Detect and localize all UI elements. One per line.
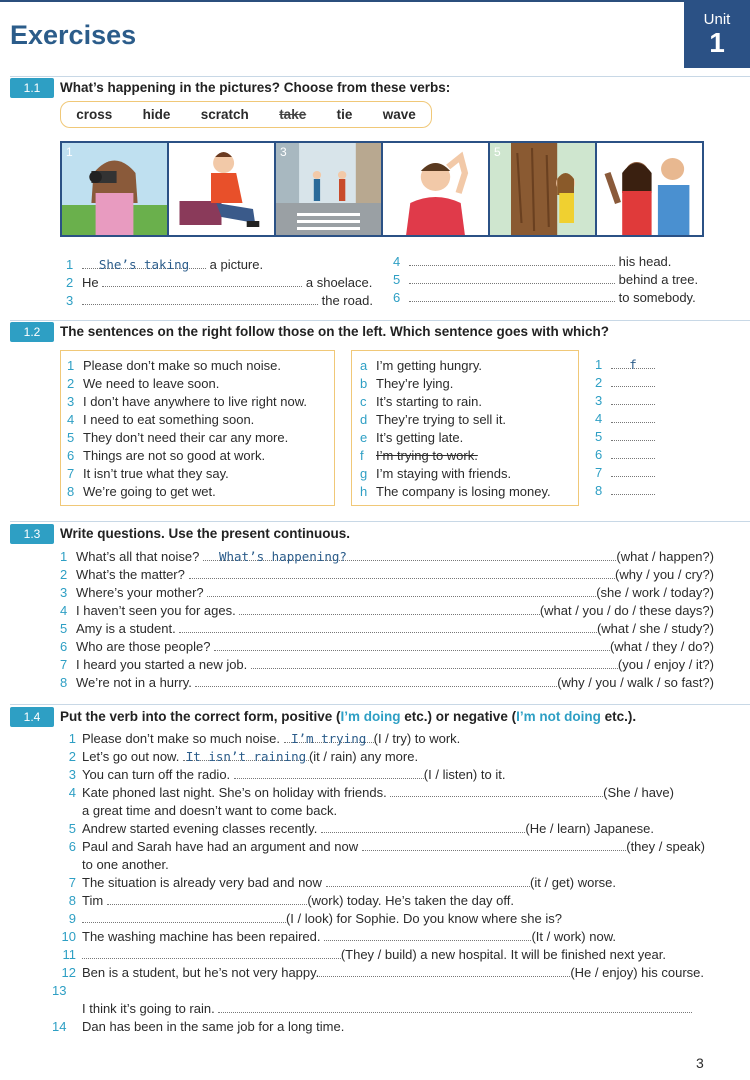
verb: hide xyxy=(142,107,171,122)
answer-line[interactable] xyxy=(107,892,308,905)
answer-line[interactable] xyxy=(390,784,603,797)
question-row: 7 I heard you started a new job. (you / enjoy / it?) xyxy=(60,657,714,672)
sentence-row: 2 He a shoelace. xyxy=(66,275,373,290)
question-row: 5 Amy is a student. (what / she / study?) xyxy=(60,621,714,636)
verb-row: 5 Andrew started evening classes recently. (He / learn) Japanese. xyxy=(68,821,654,836)
answer-line[interactable] xyxy=(319,964,570,977)
exercise-heading: What’s happening in the pictures? Choose from these verbs: xyxy=(60,80,451,95)
verb: scratch xyxy=(200,107,249,122)
verb-crossed-out: take xyxy=(279,107,307,122)
answer-line[interactable] xyxy=(214,638,610,651)
answer-line[interactable] xyxy=(611,446,655,459)
verb: tie xyxy=(336,107,353,122)
answer-line[interactable] xyxy=(324,928,531,941)
picture-man-shoelace xyxy=(169,143,274,235)
picture-number: 2 xyxy=(173,145,180,159)
sentence-row: 4 his head. xyxy=(393,254,672,269)
verb-row-continued: a great time and doesn’t want to come back. xyxy=(82,803,338,818)
verb-row-continued: to one another. xyxy=(82,857,169,872)
divider xyxy=(10,76,750,77)
answer-line[interactable] xyxy=(326,874,530,887)
verb-row: 11 (They / build) a new hospital. It will be finished next year. xyxy=(62,947,666,962)
exercise-heading: Write questions. Use the present continuous. xyxy=(60,526,351,541)
question-row: 2 What’s the matter? (why / you / cry?) xyxy=(60,567,714,582)
verb-row: 3 You can turn off the radio. (I / listen) to it. xyxy=(68,767,506,782)
verb-row: 8 Tim (work) today. He’s taken the day off. xyxy=(68,893,514,908)
answer-line[interactable] xyxy=(409,253,615,266)
verb-row: 1 Please don’t make so much noise. I’m trying (I / try) to work. xyxy=(68,731,461,746)
exercise-label: 1.2 xyxy=(10,322,54,342)
verb-row: 6 Paul and Sarah have had an argument and now (they / speak) xyxy=(68,839,705,854)
answer-line[interactable]: She’s taking xyxy=(82,256,206,269)
picture-crossing-road xyxy=(276,143,381,235)
answer-line[interactable]: It isn’t raining xyxy=(183,748,309,761)
exercise-heading: Put the verb into the correct form, positive (I’m doing etc.) or negative (I’m not doing etc.). xyxy=(60,709,637,724)
answer-line[interactable] xyxy=(611,410,655,423)
exercise-heading: The sentences on the right follow those on the left. Which sentence goes with which? xyxy=(60,324,610,339)
question-row: 4 I haven’t seen you for ages. (what / you / do / these days?) xyxy=(60,603,714,618)
picture-number: 6 xyxy=(601,145,608,159)
question-row: 8 We’re not in a hurry. (why / you / walk / so fast?) xyxy=(60,675,714,690)
left-sentences-box: 1 Please don’t make so much noise. 2 We need to leave soon. 3 I don’t have anywhere to live right now. 4 I need to eat something soon. 5 They don’t need their car any more. 6 Things are not so good at work. 7 It isn’t true what they say. 8 We’re going to get wet. xyxy=(60,350,335,506)
answer-line[interactable] xyxy=(195,674,557,687)
answer-line[interactable] xyxy=(239,602,540,615)
picture-strip xyxy=(60,141,704,237)
answer-line[interactable] xyxy=(234,766,424,779)
answer-line[interactable] xyxy=(189,566,616,579)
verb-row-continued: 13 xyxy=(52,983,67,998)
question-row: 3 Where’s your mother? (she / work / today?) xyxy=(60,585,714,600)
question-row: 6 Who are those people? (what / they / do?) xyxy=(60,639,714,654)
verb-row: 12 Ben is a student, but he’s not very happy. (He / enjoy) his course. xyxy=(61,965,704,980)
answer-line[interactable] xyxy=(362,838,627,851)
verb: cross xyxy=(76,107,113,122)
sentence-row: 1 She’s taking a picture. xyxy=(66,257,264,272)
verb-box xyxy=(60,101,432,128)
answer-line[interactable] xyxy=(611,464,655,477)
answer-line[interactable] xyxy=(82,910,286,923)
answer-line[interactable] xyxy=(218,1000,692,1013)
answer-line[interactable] xyxy=(409,271,615,284)
picture-woman-camera xyxy=(62,143,167,235)
right-sentences-box: a I’m getting hungry. b They’re lying. c It’s starting to rain. d They’re trying to sell it. e It’s getting late. f I’m trying to work. g I’m staying with friends. h The company is losing money. xyxy=(351,350,579,506)
unit-number: 1 xyxy=(709,27,725,58)
question-row: 1 What’s all that noise? What’s happening? (what / happen?) xyxy=(60,549,714,564)
verb-row: 10 The washing machine has been repaired. (It / work) now. xyxy=(61,929,616,944)
unit-word: Unit xyxy=(703,11,731,28)
verb-row: 2 Let’s go out now. It isn’t raining (it / rain) any more. xyxy=(68,749,419,764)
answer-line[interactable] xyxy=(321,820,525,833)
answer-line[interactable] xyxy=(611,392,655,405)
crossed-out-sentence: I’m trying to work. xyxy=(376,448,478,463)
exercise-label: 1.4 xyxy=(10,707,54,727)
page-title: Exercises xyxy=(10,20,137,50)
answer-line[interactable] xyxy=(611,428,655,441)
page-number: 3 xyxy=(696,1055,704,1071)
picture-girl-behind-tree xyxy=(490,143,595,235)
answer-line[interactable] xyxy=(611,482,655,495)
exercise-label: 1.1 xyxy=(10,78,54,98)
exercise-label: 1.3 xyxy=(10,524,54,544)
answer-line[interactable] xyxy=(82,292,318,305)
verb-row: 9 (I / look) for Sophie. Do you know where she is? xyxy=(68,911,562,926)
verb: wave xyxy=(382,107,416,122)
picture-man-scratching-head xyxy=(383,143,488,235)
picture-waving xyxy=(597,143,702,235)
unit-badge xyxy=(684,0,750,68)
answer-line[interactable] xyxy=(251,656,618,669)
verb-row-continued: 14 Dan has been in the same job for a long time. xyxy=(52,1019,345,1034)
answer-line[interactable]: I’m trying xyxy=(284,730,374,743)
sentence-row: 6 to somebody. xyxy=(393,290,696,305)
sentence-row: 3 the road. xyxy=(66,293,373,308)
verb-row: 4 Kate phoned last night. She’s on holiday with friends. (She / have) xyxy=(68,785,674,800)
picture-number: 1 xyxy=(66,145,73,159)
divider xyxy=(10,704,750,705)
divider xyxy=(10,320,750,321)
verb-row: 7 The situation is already very bad and now (it / get) worse. xyxy=(68,875,616,890)
answer-line[interactable] xyxy=(207,584,596,597)
picture-number: 5 xyxy=(494,145,501,159)
answer-line[interactable]: f xyxy=(611,356,655,369)
divider xyxy=(10,521,750,522)
answer-line[interactable] xyxy=(179,620,597,633)
answer-line[interactable] xyxy=(82,946,341,959)
answer-line[interactable] xyxy=(611,374,655,387)
picture-number: 4 xyxy=(387,145,394,159)
picture-number: 3 xyxy=(280,145,287,159)
verb-row: I think it’s going to rain. xyxy=(52,1000,692,1018)
top-rule xyxy=(0,0,750,2)
answer-line[interactable] xyxy=(102,274,302,287)
answer-line[interactable] xyxy=(409,289,615,302)
answer-line[interactable]: What’s happening? xyxy=(203,548,616,561)
sentence-row: 5 behind a tree. xyxy=(393,272,699,287)
